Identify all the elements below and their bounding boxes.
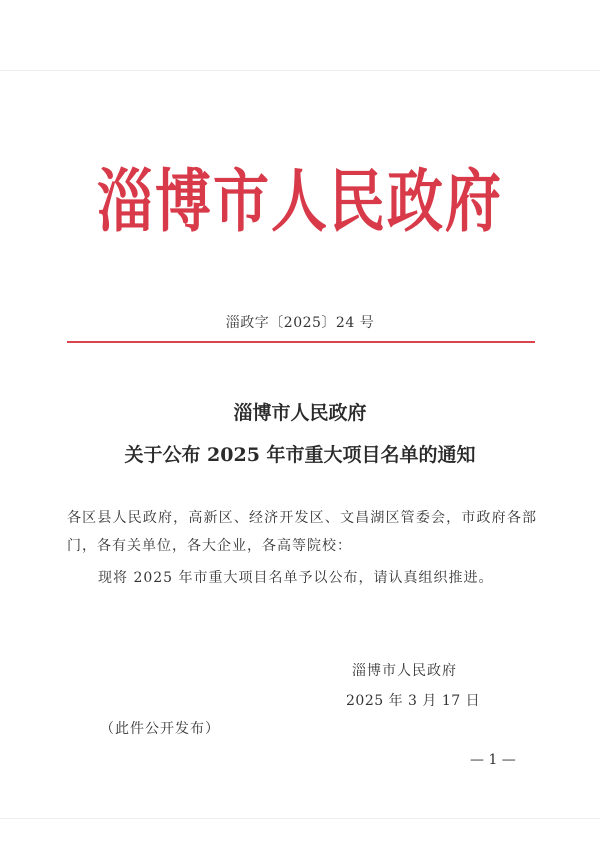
bottom-divider <box>0 818 600 819</box>
document-number: 淄政字〔2025〕24 号 <box>225 315 375 331</box>
document-title-line1: 淄博市人民政府 <box>233 402 367 424</box>
body-paragraph: 现将 2025 年市重大项目名单予以公布，请认真组织推进。 <box>98 570 494 586</box>
signature-org: 淄博市人民政府 <box>352 663 457 679</box>
signature-date: 2025 年 3 月 17 日 <box>346 693 481 709</box>
publish-note: （此件公开发布） <box>100 721 220 737</box>
top-divider <box>0 70 600 71</box>
issuer-red-title: 淄博市人民政府 <box>97 161 503 242</box>
page-number: — 1 — <box>470 752 516 768</box>
addressee-paragraph: 各区县人民政府，高新区、经济开发区、文昌湖区管委会，市政府各部门，各有关单位，各大企业，各高等院校： <box>67 510 537 554</box>
document-title-line2: 关于公布 2025 年市重大项目名单的通知 <box>124 444 476 466</box>
red-separator-line <box>67 341 535 343</box>
